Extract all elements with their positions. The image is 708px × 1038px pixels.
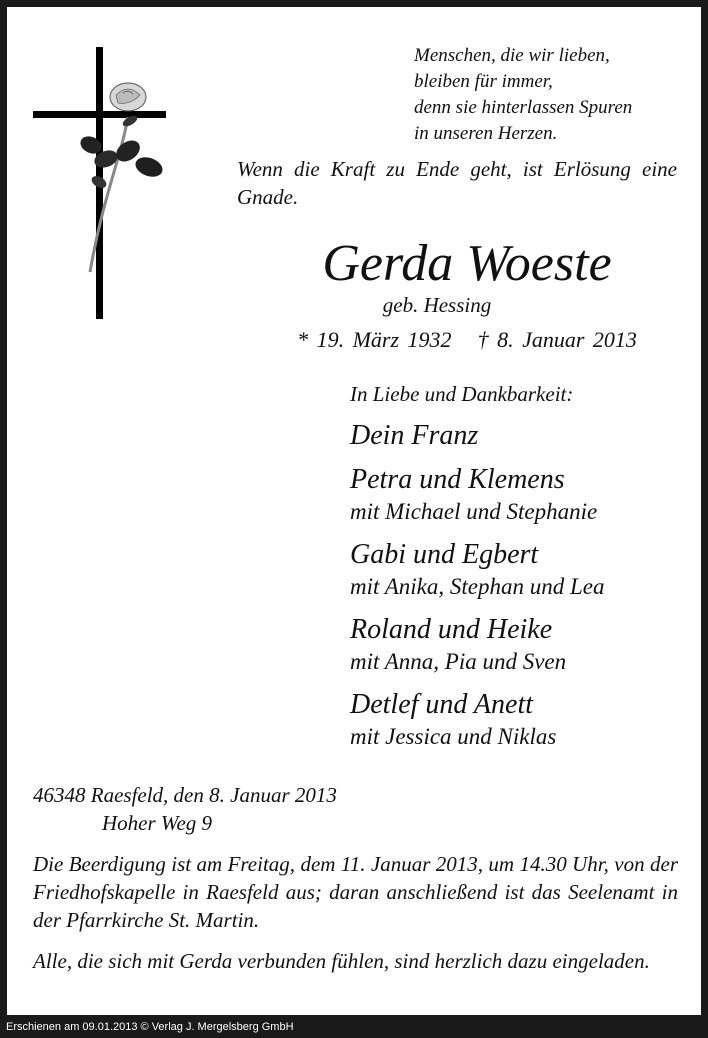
- life-dates: [257, 327, 677, 353]
- family-member-head: Gabi und Egbert: [350, 539, 539, 570]
- death-date: † 8. Januar 2013: [477, 327, 637, 352]
- birth-name: geb. Hessing: [382, 293, 492, 317]
- family-member-sub: mit Jessica und Niklas: [350, 724, 557, 749]
- deceased-name: Gerda Woeste: [322, 235, 612, 292]
- family-list: [350, 379, 604, 763]
- address: [33, 781, 337, 837]
- funeral-text: Die Beerdigung ist am Freitag, dem 11. Januar 2013, um 14.30 Uhr, von der Friedhofskapelle in Raesfeld aus; daran anschließend ist das Seelenamt in der Pfarrkirche St. Martin.: [33, 852, 678, 932]
- birth-date: * 19. März 1932: [297, 327, 452, 352]
- poem-line: denn sie hinterlassen Spuren: [414, 97, 633, 118]
- place-date: 46348 Raesfeld, den 8. Januar 2013: [33, 783, 337, 807]
- motto: Wenn die Kraft zu Ende geht, ist Erlösung eine Gnade.: [237, 157, 677, 209]
- cross-with-rose-icon: [33, 47, 173, 327]
- family-member-head: Dein Franz: [350, 420, 479, 451]
- poem-line: bleiben für immer,: [414, 71, 553, 92]
- invitation-text: Alle, die sich mit Gerda verbunden fühlen, sind herzlich dazu eingeladen.: [33, 949, 650, 973]
- family-member-sub: mit Anika, Stephan und Lea: [350, 574, 605, 599]
- family-intro: In Liebe und Dankbarkeit:: [350, 382, 574, 406]
- poem-line: in unseren Herzen.: [414, 123, 558, 144]
- family-member-head: Roland und Heike: [350, 614, 553, 645]
- street: Hoher Weg 9: [102, 811, 213, 835]
- publication-footer: Erschienen am 09.01.2013 © Verlag J. Mergelsberg GmbH: [6, 1021, 294, 1033]
- poem: [414, 43, 632, 147]
- family-member-sub: mit Anna, Pia und Sven: [350, 649, 567, 674]
- family-member-head: Detlef und Anett: [350, 689, 533, 720]
- family-member-head: Petra und Klemens: [350, 464, 565, 495]
- obituary-notice: [7, 7, 701, 1015]
- family-member-sub: mit Michael und Stephanie: [350, 499, 598, 524]
- poem-line: Menschen, die wir lieben,: [414, 45, 610, 66]
